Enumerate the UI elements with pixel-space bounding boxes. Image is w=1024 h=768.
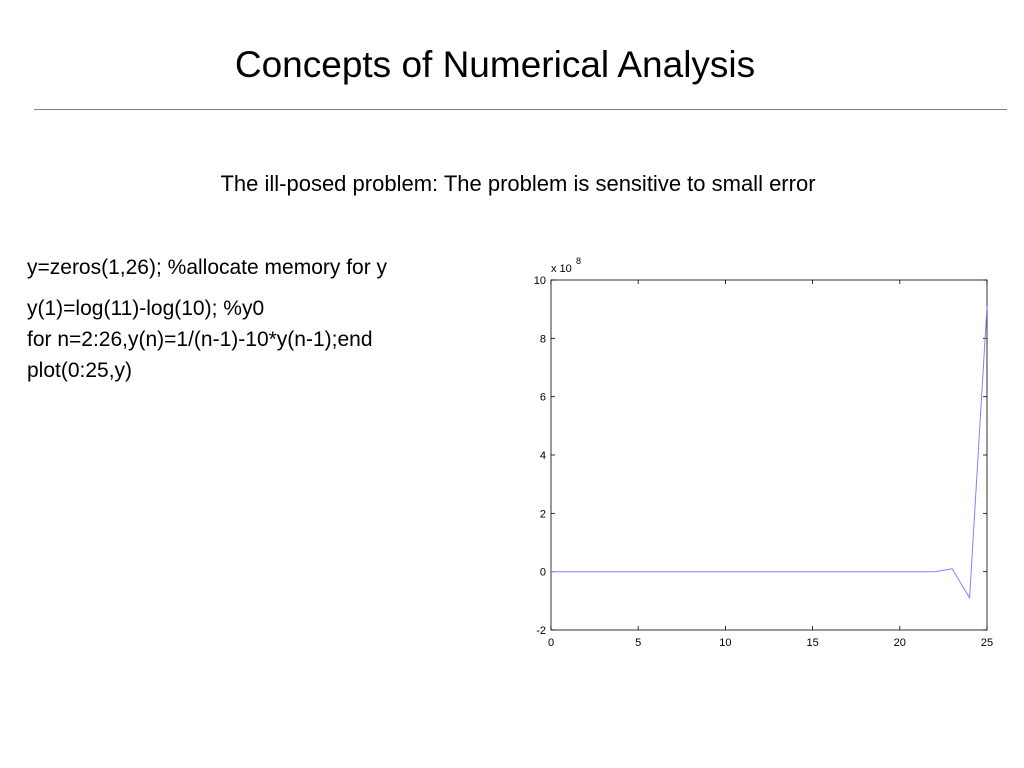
plot-frame [551, 280, 987, 630]
x-tick-label: 5 [635, 637, 642, 649]
y-tick-label: 8 [539, 333, 546, 346]
y-tick-label: 10 [533, 275, 546, 287]
code-block [27, 252, 497, 386]
code-line-plot: plot(0:25,y) [27, 359, 133, 382]
x-tick-label: 10 [719, 637, 732, 649]
code-line-loop: for n=2:26,y(n)=1/(n-1)-10*y(n-1);end [27, 328, 373, 351]
y-tick-label: 6 [539, 391, 546, 404]
title-divider [34, 109, 1007, 110]
code-line-allocate: y=zeros(1,26); %allocate memory for y [27, 256, 388, 279]
y-tick-label: 4 [539, 450, 546, 462]
x-tick-label: 15 [806, 637, 819, 649]
x-tick-label: 0 [547, 637, 555, 649]
y-tick-label: 2 [539, 508, 546, 521]
y-tick-label: -2 [536, 625, 546, 637]
series-line-0 [551, 306, 987, 598]
y-scale-factor: x 10 [551, 263, 572, 275]
slide-subtitle: The ill-posed problem: The problem is sensitive to small error [220, 171, 816, 196]
y-scale-exponent: 8 [576, 256, 582, 266]
y-tick-label: 0 [539, 566, 546, 579]
line-chart [520, 250, 1000, 660]
x-tick-label: 25 [980, 637, 994, 649]
code-line-init: y(1)=log(11)-log(10); %y0 [27, 297, 265, 320]
x-tick-label: 20 [893, 637, 906, 649]
slide-title: Concepts of Numerical Analysis [234, 44, 756, 85]
